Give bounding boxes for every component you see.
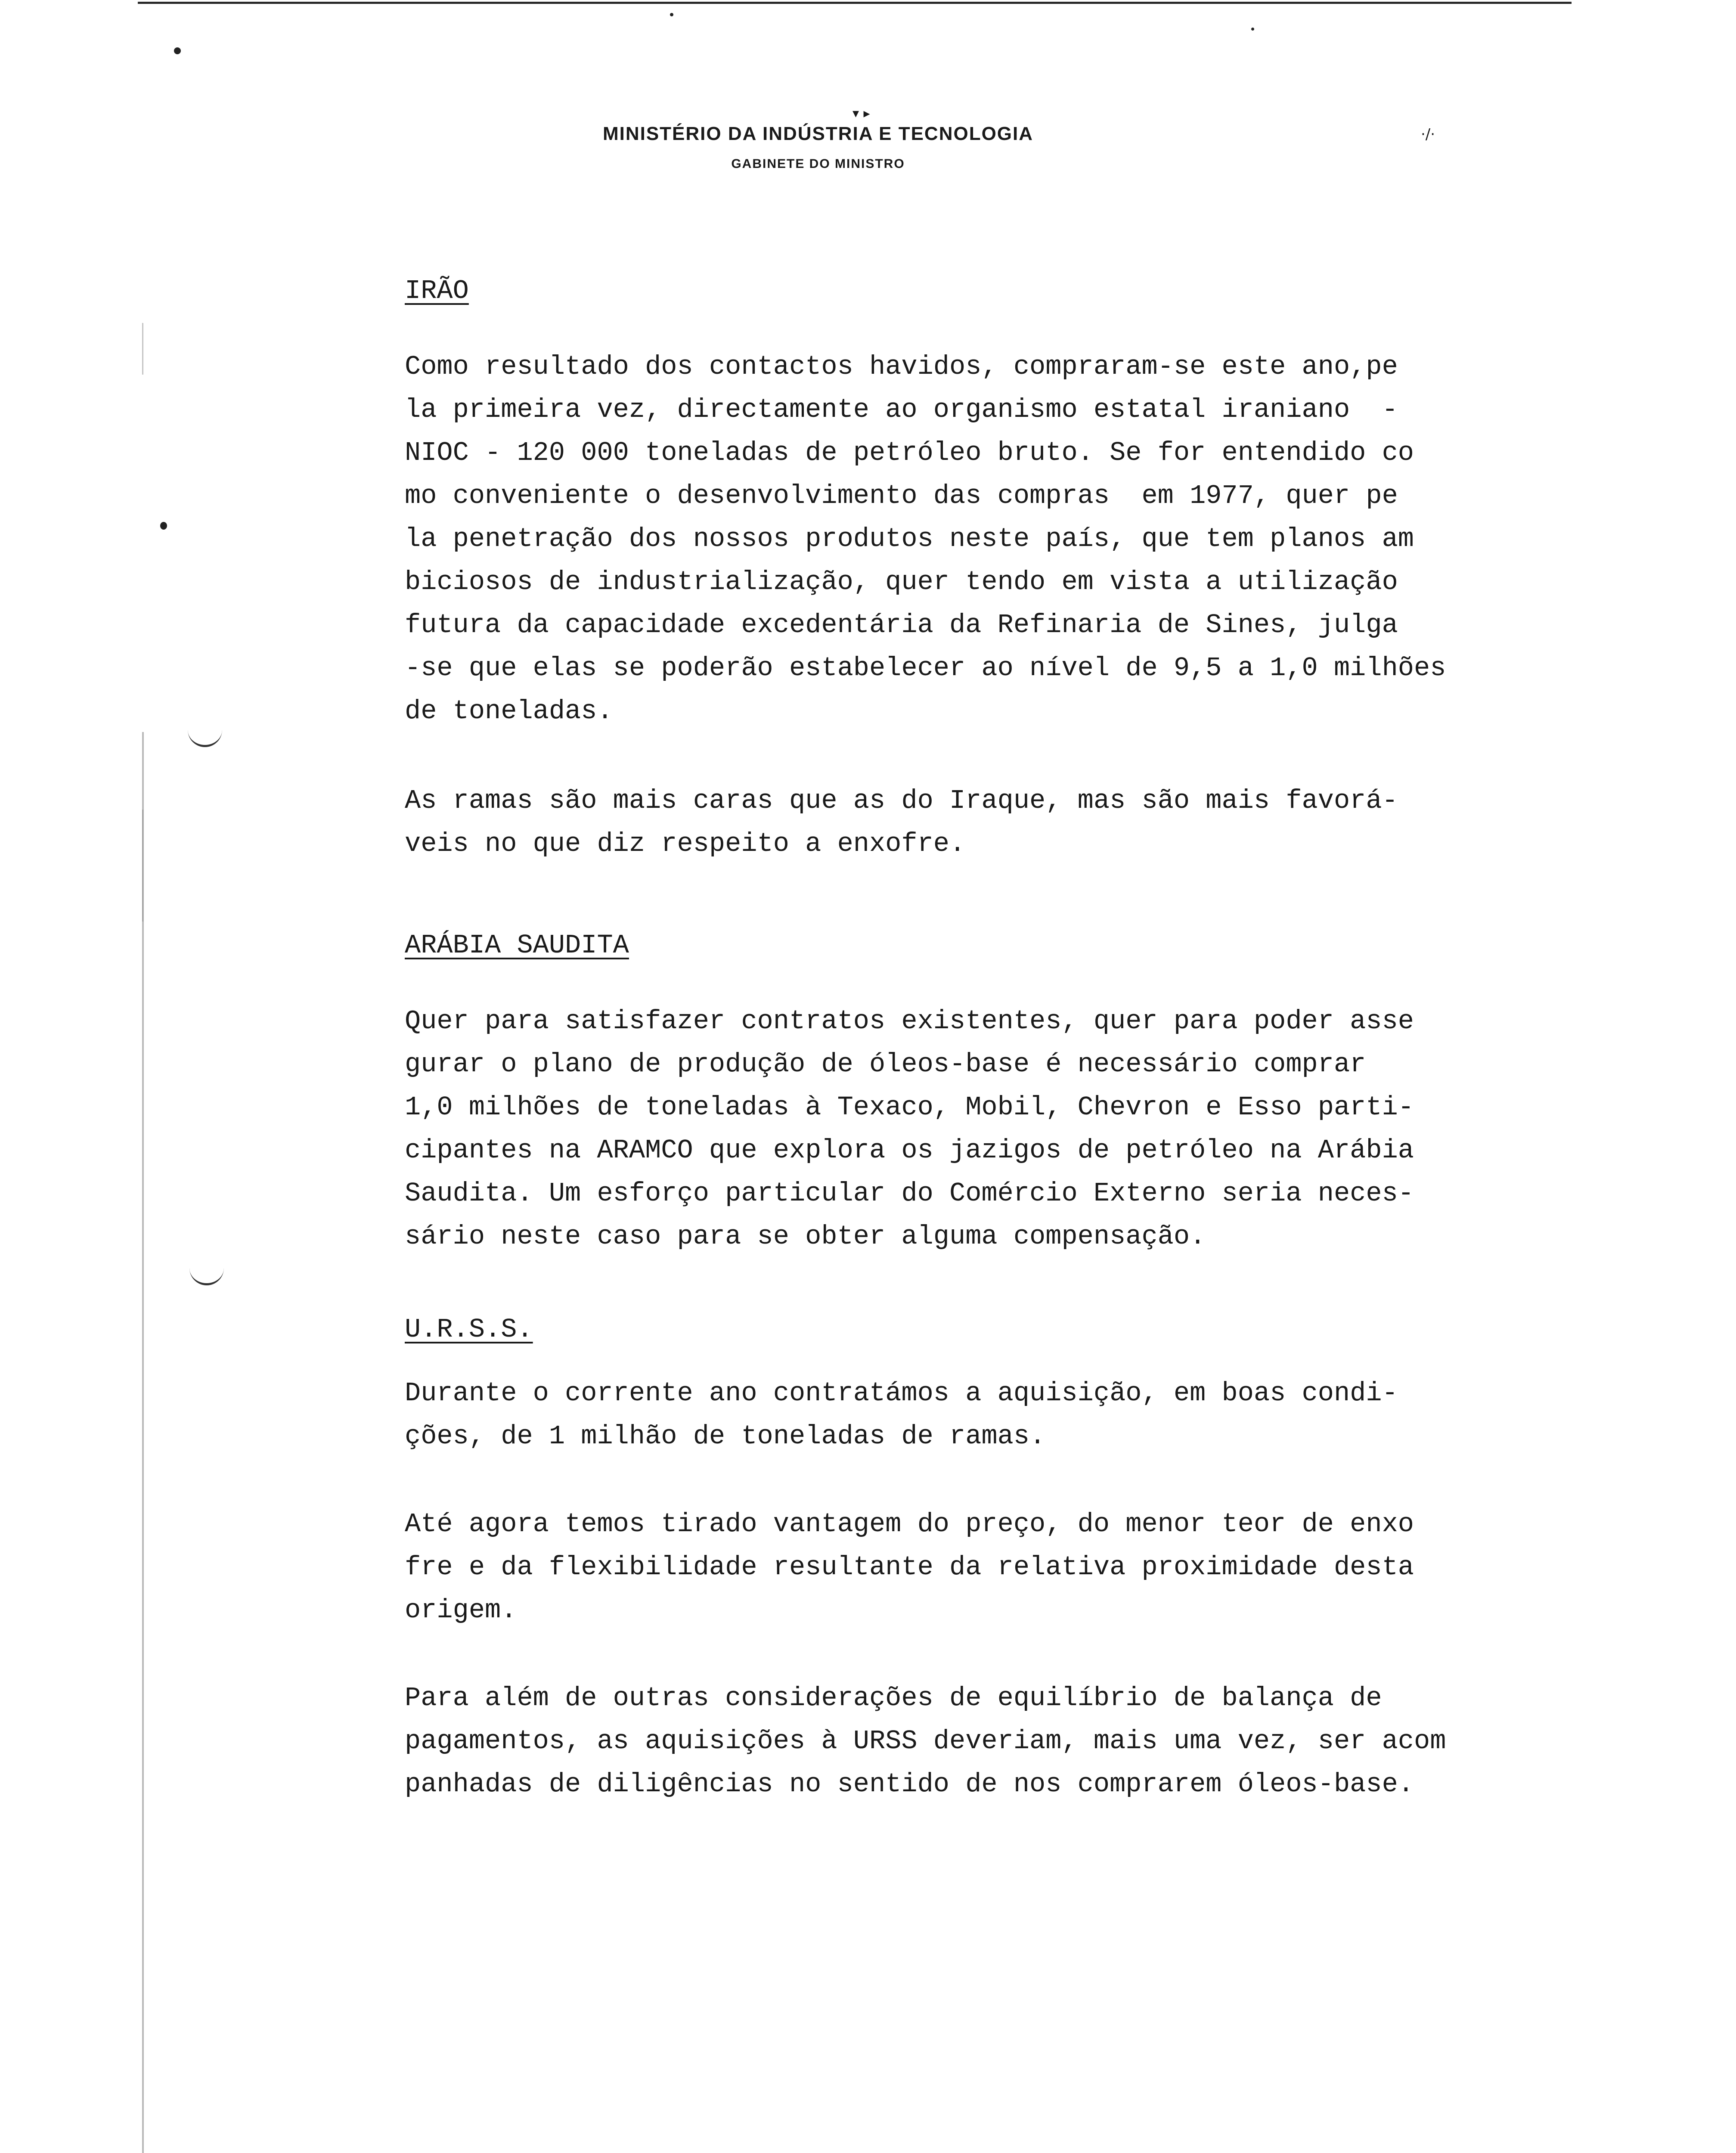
- text-line: gurar o plano de produção de óleos-base é necessário comprar: [405, 1049, 1366, 1080]
- text-line: panhadas de diligências no sentido de nos comprarem óleos-base.: [405, 1769, 1414, 1799]
- paragraph: [405, 1677, 1446, 1806]
- text-line: sário neste caso para se obter alguma compensação.: [405, 1221, 1206, 1252]
- margin-curl-mark: [189, 1262, 224, 1285]
- margin-curl-mark: [188, 723, 222, 747]
- text-line: Durante o corrente ano contratámos a aquisição, em boas condi-: [405, 1378, 1398, 1408]
- text-line: la penetração dos nossos produtos neste país, que tem planos am: [405, 524, 1414, 554]
- left-margin-line: [142, 732, 144, 2153]
- text-line: NIOC - 120 000 toneladas de petróleo bruto. Se for entendido co: [405, 437, 1414, 468]
- paragraph: [405, 1372, 1398, 1458]
- scan-speck: [160, 522, 167, 530]
- paragraph: [405, 1503, 1414, 1632]
- section-heading-arabia-saudita: ARÁBIA SAUDITA: [405, 930, 629, 961]
- text-line: Até agora temos tirado vantagem do preço, do menor teor de enxo: [405, 1509, 1414, 1539]
- text-line: Para além de outras considerações de equilíbrio de balança de: [405, 1683, 1382, 1713]
- text-line: mo conveniente o desenvolvimento das compras em 1977, quer pe: [405, 481, 1398, 511]
- scan-speck: [670, 13, 673, 16]
- text-line: fre e da flexibilidade resultante da relativa proximidade desta: [405, 1552, 1414, 1582]
- paragraph: [405, 345, 1446, 733]
- text-line: veis no que diz respeito a enxofre.: [405, 828, 966, 859]
- text-line: biciosos de industrialização, quer tendo em vista a utilização: [405, 567, 1398, 597]
- header-ornament: ▾ ▸: [852, 106, 870, 121]
- text-line: pagamentos, as aquisições à URSS deveriam, mais uma vez, ser acom: [405, 1726, 1446, 1756]
- section-heading-irao: IRÃO: [405, 276, 469, 306]
- top-border-line: [138, 2, 1572, 4]
- scan-speck: [174, 47, 181, 54]
- paragraph: [405, 1000, 1414, 1258]
- text-line: cipantes na ARAMCO que explora os jazigos de petróleo na Arábia: [405, 1135, 1414, 1166]
- ministry-name: MINISTÉRIO DA INDÚSTRIA E TECNOLOGIA: [602, 123, 1034, 144]
- text-line: Quer para satisfazer contratos existentes, quer para poder asse: [405, 1006, 1414, 1036]
- cabinet-name: GABINETE DO MINISTRO: [731, 157, 905, 171]
- text-line: 1,0 milhões de toneladas à Texaco, Mobil, Chevron e Esso parti-: [405, 1092, 1414, 1123]
- text-line: origem.: [405, 1595, 517, 1626]
- paragraph: [405, 779, 1398, 866]
- text-line: futura da capacidade excedentária da Refinaria de Sines, julga: [405, 610, 1398, 640]
- text-line: la primeira vez, directamente ao organismo estatal iraniano -: [405, 394, 1398, 425]
- left-margin-mark: [142, 323, 143, 375]
- text-line: de toneladas.: [405, 696, 613, 726]
- text-line: Saudita. Um esforço particular do Comércio Externo seria neces-: [405, 1178, 1414, 1209]
- text-line: ções, de 1 milhão de toneladas de ramas.: [405, 1421, 1046, 1452]
- text-line: Como resultado dos contactos havidos, compraram-se este ano,pe: [405, 351, 1398, 382]
- text-line: As ramas são mais caras que as do Iraque, mas são mais favorá-: [405, 785, 1398, 816]
- scan-speck: [1251, 28, 1254, 31]
- section-heading-urss: U.R.S.S.: [405, 1314, 533, 1345]
- corner-mark: ·/·: [1421, 126, 1435, 143]
- text-line: -se que elas se poderão estabelecer ao nível de 9,5 a 1,0 milhões: [405, 653, 1446, 683]
